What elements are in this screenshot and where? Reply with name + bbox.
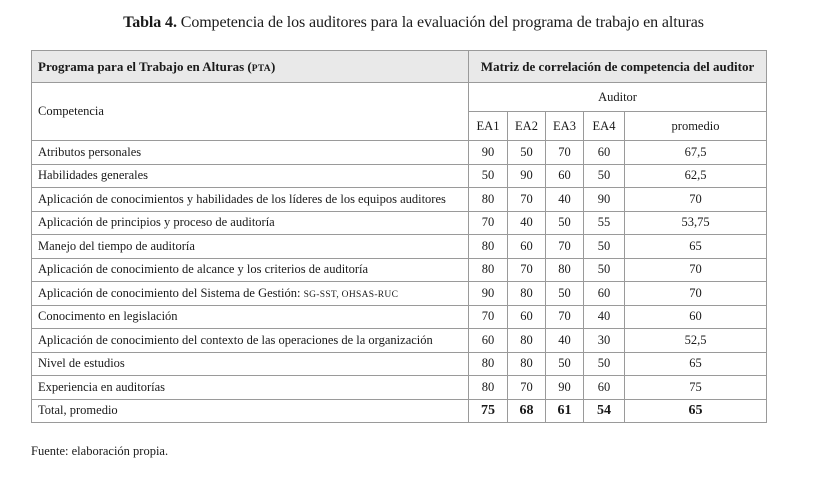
cell-value: 70 (508, 258, 546, 282)
cell-average: 75 (625, 376, 767, 400)
cell-value: 60 (546, 164, 584, 188)
cell-average: 70 (625, 258, 767, 282)
row-label: Manejo del tiempo de auditoría (32, 235, 469, 259)
cell-value: 40 (584, 305, 625, 329)
cell-value: 40 (546, 329, 584, 353)
cell-value: 50 (469, 164, 508, 188)
row-label: Nivel de estudios (32, 352, 469, 376)
header-matrix: Matriz de correlación de competencia del auditor (469, 51, 767, 83)
row-label: Habilidades generales (32, 164, 469, 188)
header-program: Programa para el Trabajo en Alturas (PTA) (32, 51, 469, 83)
cell-value: 50 (546, 352, 584, 376)
cell-value: 90 (469, 282, 508, 306)
cell-value: 80 (469, 352, 508, 376)
row-label: Aplicación de conocimiento del Sistema de Gestión: SG-SST, OHSAS-RUC (32, 282, 469, 306)
table-row (32, 282, 767, 306)
cell-value: 40 (508, 211, 546, 235)
row-label: Aplicación de conocimiento del contexto de las operaciones de la organización (32, 329, 469, 353)
total-average: 65 (625, 399, 767, 423)
table-row (32, 235, 767, 259)
cell-value: 70 (546, 305, 584, 329)
cell-value: 60 (584, 282, 625, 306)
competence-table (31, 50, 767, 423)
cell-value: 40 (546, 188, 584, 212)
auditor-label: Auditor (469, 83, 767, 112)
cell-value: 80 (508, 352, 546, 376)
row-label: Experiencia en auditorías (32, 376, 469, 400)
cell-value: 80 (469, 258, 508, 282)
row-label: Aplicación de principios y proceso de auditoría (32, 211, 469, 235)
competencia-label: Competencia (32, 83, 469, 141)
cell-value: 50 (584, 164, 625, 188)
cell-value: 60 (508, 305, 546, 329)
cell-value: 50 (508, 141, 546, 165)
column-header: EA2 (508, 112, 546, 141)
cell-value: 70 (508, 376, 546, 400)
cell-average: 62,5 (625, 164, 767, 188)
row-label: Aplicación de conocimientos y habilidades de los líderes de los equipos auditores (32, 188, 469, 212)
total-value: 68 (508, 399, 546, 423)
cell-value: 50 (584, 352, 625, 376)
table-row (32, 211, 767, 235)
cell-value: 80 (469, 235, 508, 259)
column-header: promedio (625, 112, 767, 141)
cell-value: 50 (584, 235, 625, 259)
cell-value: 50 (546, 282, 584, 306)
cell-average: 67,5 (625, 141, 767, 165)
column-header: EA1 (469, 112, 508, 141)
table-row (32, 305, 767, 329)
cell-average: 60 (625, 305, 767, 329)
cell-value: 60 (508, 235, 546, 259)
total-label: Total, promedio (32, 399, 469, 423)
row-label: Atributos personales (32, 141, 469, 165)
table-row (32, 376, 767, 400)
cell-value: 90 (584, 188, 625, 212)
cell-value: 80 (508, 329, 546, 353)
cell-value: 70 (469, 305, 508, 329)
column-header: EA4 (584, 112, 625, 141)
cell-average: 52,5 (625, 329, 767, 353)
total-value: 75 (469, 399, 508, 423)
auditor-header-row (32, 83, 767, 112)
cell-value: 80 (469, 376, 508, 400)
cell-average: 70 (625, 282, 767, 306)
table-caption (0, 14, 827, 32)
cell-value: 90 (546, 376, 584, 400)
row-label: Aplicación de conocimiento de alcance y los criterios de auditoría (32, 258, 469, 282)
table-header-row (32, 51, 767, 83)
table-row (32, 141, 767, 165)
cell-value: 55 (584, 211, 625, 235)
cell-average: 70 (625, 188, 767, 212)
total-row (32, 399, 767, 423)
total-value: 61 (546, 399, 584, 423)
cell-value: 70 (546, 141, 584, 165)
cell-average: 53,75 (625, 211, 767, 235)
cell-value: 50 (546, 211, 584, 235)
source-note: Fuente: elaboración propia. (31, 444, 169, 458)
cell-value: 90 (469, 141, 508, 165)
cell-value: 90 (508, 164, 546, 188)
cell-average: 65 (625, 352, 767, 376)
cell-value: 80 (469, 188, 508, 212)
cell-average: 65 (625, 235, 767, 259)
table-row (32, 352, 767, 376)
cell-value: 60 (469, 329, 508, 353)
cell-value: 80 (546, 258, 584, 282)
row-label-abbr: SG-SST, OHSAS-RUC (303, 289, 399, 300)
total-value: 54 (584, 399, 625, 423)
cell-value: 70 (469, 211, 508, 235)
cell-value: 70 (546, 235, 584, 259)
cell-value: 30 (584, 329, 625, 353)
cell-value: 60 (584, 141, 625, 165)
column-header: EA3 (546, 112, 584, 141)
table-row (32, 164, 767, 188)
caption-label: Tabla 4. (123, 14, 177, 31)
cell-value: 70 (508, 188, 546, 212)
cell-value: 80 (508, 282, 546, 306)
table-row (32, 329, 767, 353)
row-label: Conocimento en legislación (32, 305, 469, 329)
table-row (32, 258, 767, 282)
cell-value: 60 (584, 376, 625, 400)
cell-value: 50 (584, 258, 625, 282)
caption-text: Competencia de los auditores para la evaluación del programa de trabajo en alturas (176, 14, 704, 31)
table-row (32, 188, 767, 212)
